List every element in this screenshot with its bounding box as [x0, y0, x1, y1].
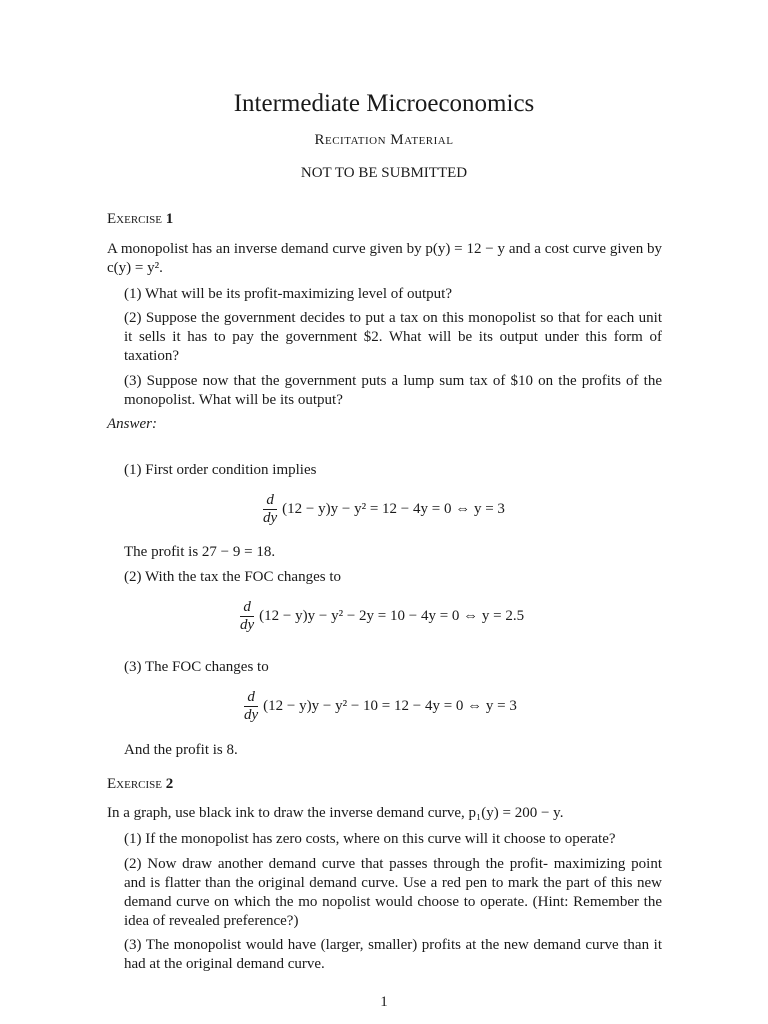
exercise-1-number: 1: [165, 211, 174, 227]
equation-2: [237, 599, 524, 634]
exercise-1-heading-label: Exercise: [107, 211, 162, 227]
exercise-1-question-1: (1) What will be its profit-maximizing level of output?: [124, 286, 452, 302]
answer-1-profit: The profit is 27 − 9 = 18.: [124, 544, 276, 560]
fraction-denominator: dy: [240, 617, 255, 633]
fraction-denominator: dy: [263, 510, 278, 526]
exercise-1-intro: A monopolist has an inverse demand curve given by p(y) = 12 − y and a cost curve given by c(y) = y².: [107, 241, 662, 276]
answer-2-text: (2) With the tax the FOC changes to: [124, 569, 341, 585]
exercise-2-number: 2: [165, 776, 174, 792]
fraction-numerator: d: [244, 689, 258, 707]
derivative-fraction: [260, 492, 280, 527]
document-title: Intermediate Microeconomics: [233, 90, 535, 117]
exercise-2-heading: [107, 776, 173, 793]
fraction-numerator: d: [263, 492, 277, 510]
equation-2-body: (12 − y)y − y² − 2y = 10 − 4y = 0 ⇔ y = 2.5: [259, 608, 525, 624]
answer-label: Answer:: [107, 416, 157, 432]
fraction-numerator: d: [240, 599, 254, 617]
submission-note: NOT TO BE SUBMITTED: [300, 165, 468, 181]
page-number: 1: [380, 994, 388, 1010]
answer-3-profit: And the profit is 8.: [124, 742, 238, 758]
exercise-2-heading-label: Exercise: [107, 776, 162, 792]
exercise-1-question-3: (3) Suppose now that the government puts a lump sum tax of $10 on the profits of the monopolist. What will be its output?: [124, 373, 662, 408]
equation-1: [260, 492, 505, 527]
exercise-1-heading: [107, 211, 173, 228]
document-subtitle: Recitation Material: [314, 132, 454, 148]
exercise-2-question-3: (3) The monopolist would have (larger, smaller) profits at the new demand curve than it had at the original demand curve.: [124, 937, 662, 972]
fraction-denominator: dy: [244, 707, 259, 723]
derivative-fraction: [241, 689, 261, 724]
derivative-fraction: [237, 599, 257, 634]
exercise-2-question-2: (2) Now draw another demand curve that passes through the profit- maximizing point and is flatter than the original demand curve. Use a red pen to mark the part of this new demand curve on which the mo nopolist would choose to operate. (Hint: Remember the idea of revealed preference?): [124, 856, 662, 929]
exercise-2-intro: In a graph, use black ink to draw the inverse demand curve, p₁(y) = 200 − y.: [107, 805, 564, 821]
equation-3: [241, 689, 517, 724]
answer-1-text: (1) First order condition implies: [124, 462, 317, 478]
exercise-1-question-2: (2) Suppose the government decides to put a tax on this monopolist so that for each unit it sells it has to pay the government $2. What will be its output under this form of taxation?: [124, 310, 662, 364]
exercise-2-question-1: (1) If the monopolist has zero costs, where on this curve will it choose to operate?: [124, 831, 616, 847]
answer-3-text: (3) The FOC changes to: [124, 659, 269, 675]
equation-3-body: (12 − y)y − y² − 10 = 12 − 4y = 0 ⇔ y = 3: [263, 698, 517, 714]
equation-1-body: (12 − y)y − y² = 12 − 4y = 0 ⇔ y = 3: [282, 501, 505, 517]
